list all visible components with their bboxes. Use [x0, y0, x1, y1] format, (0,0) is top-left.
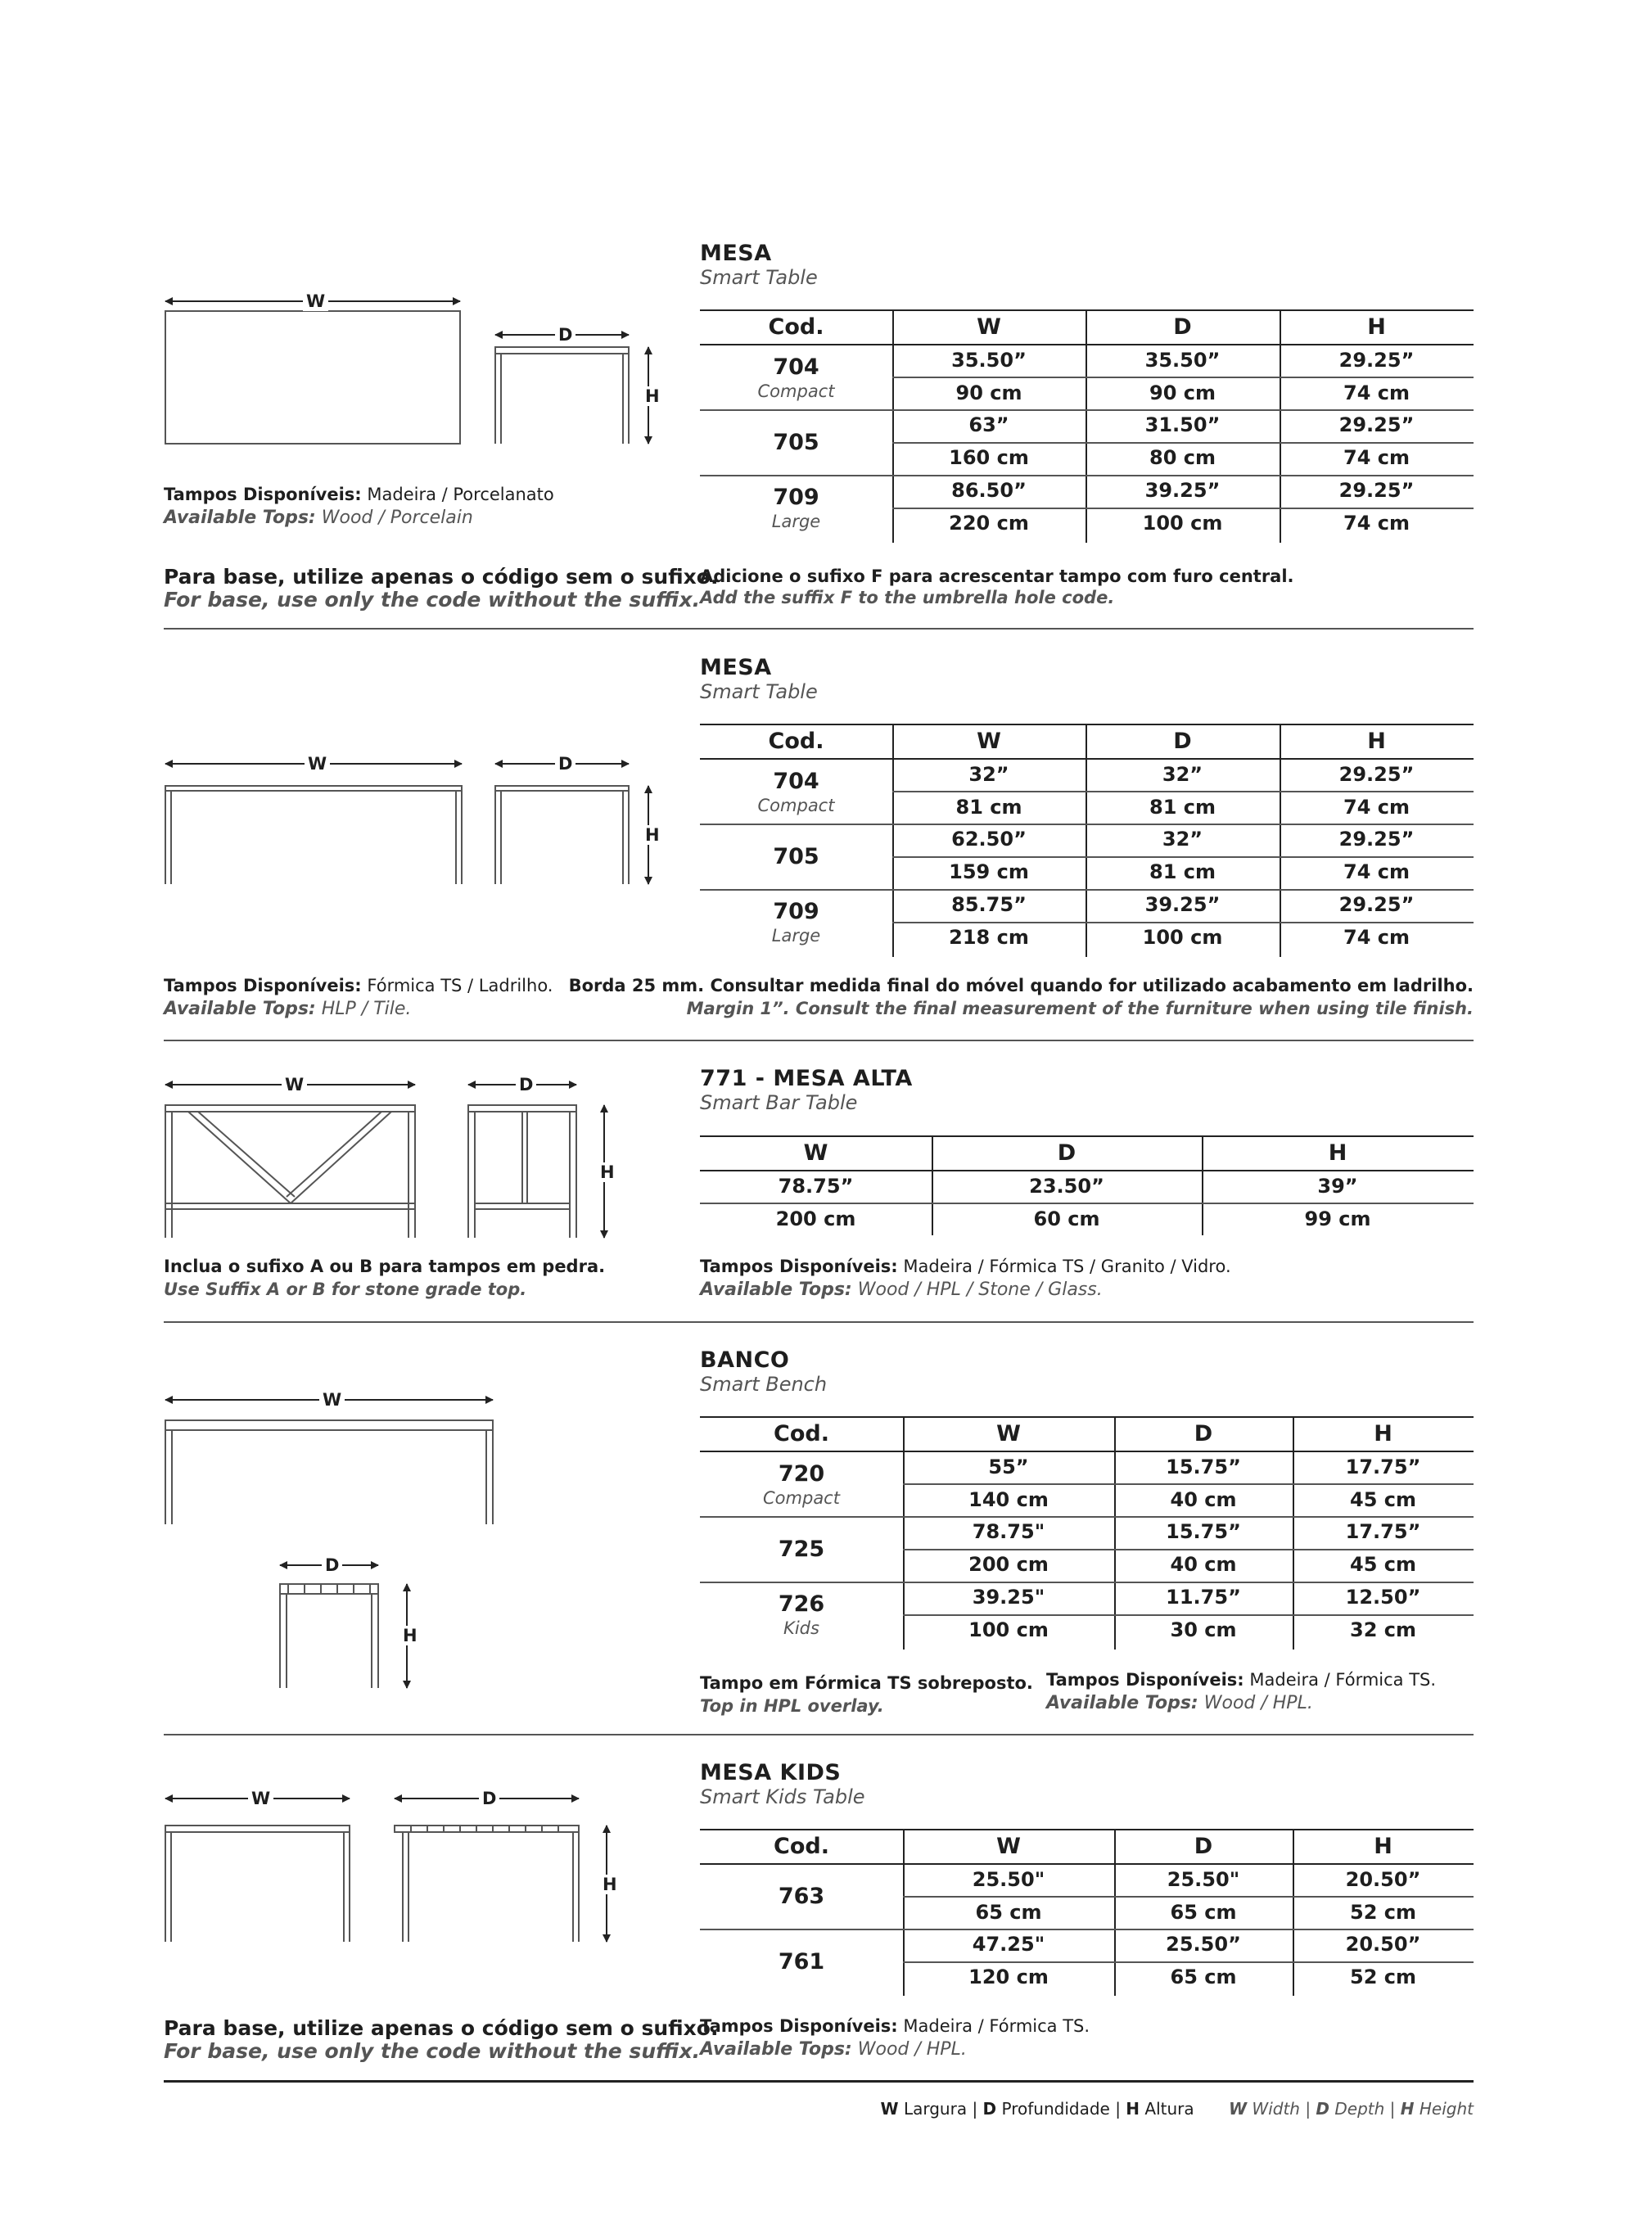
value-w-cm: 160 cm	[949, 446, 1029, 469]
product-code: 704	[773, 769, 819, 794]
value-d-in: 23.50”	[1029, 1175, 1104, 1198]
header-d: D	[1194, 1834, 1213, 1859]
overlay-note-en: Top in HPL overlay.	[700, 1696, 884, 1716]
dim-w-label: W	[319, 1390, 345, 1410]
dim-w-label: W	[303, 291, 328, 311]
value-h-cm: 74 cm	[1343, 446, 1410, 469]
dim-h-label: H	[645, 825, 660, 845]
value-w-cm: 159 cm	[949, 860, 1029, 883]
kids-table-front-view-drawing	[165, 1799, 350, 1942]
dimensions-table	[700, 1416, 1474, 1650]
header-h: H	[1367, 729, 1386, 754]
value-h-in: 39”	[1317, 1175, 1358, 1198]
value-w-cm: 120 cm	[968, 1966, 1049, 1988]
header-h: H	[1374, 1834, 1392, 1859]
dimensions-table	[700, 309, 1474, 543]
suffix-note-pt: Adicione o sufixo F para acrescentar tampo com furo central.	[700, 566, 1294, 586]
available-tops-en: Available Tops: Wood / HPL / Stone / Glass.	[700, 1280, 1103, 1300]
header-d: D	[1057, 1140, 1077, 1166]
header-h: H	[1328, 1140, 1347, 1166]
section-subtitle: Smart Kids Table	[700, 1785, 865, 1808]
value-h-cm: 74 cm	[1343, 926, 1410, 949]
available-tops-en: Available Tops: HLP / Tile.	[164, 999, 412, 1019]
product-code: 709	[773, 899, 819, 924]
value-h-cm: 74 cm	[1343, 796, 1410, 819]
dim-d-label: D	[322, 1555, 342, 1575]
value-w-in: 78.75”	[778, 1175, 854, 1198]
product-code: 720	[778, 1461, 825, 1487]
header-d: D	[1173, 314, 1192, 340]
header-d: D	[1173, 729, 1192, 754]
dim-d-label: D	[479, 1789, 499, 1808]
section-title: MESA KIDS	[700, 1760, 842, 1785]
value-d-cm: 40 cm	[1170, 1488, 1237, 1511]
header-h: H	[1374, 1421, 1392, 1446]
value-w-in: 63”	[968, 413, 1009, 436]
dimension-legend	[881, 2099, 1474, 2119]
product-note: Kids	[783, 1618, 819, 1638]
value-h-in: 29.25”	[1338, 763, 1415, 786]
section-title: BANCO	[700, 1347, 790, 1373]
value-h-in: 17.75”	[1345, 1456, 1421, 1478]
value-d-cm: 100 cm	[1142, 512, 1223, 535]
product-note: Compact	[763, 1488, 840, 1508]
value-w-cm: 65 cm	[975, 1901, 1042, 1924]
stone-suffix-en: Use Suffix A or B for stone grade top.	[164, 1280, 527, 1299]
value-d-cm: 65 cm	[1170, 1901, 1237, 1924]
value-d-cm: 81 cm	[1149, 796, 1216, 819]
header-h: H	[1367, 314, 1386, 340]
dimensions-table	[700, 724, 1474, 957]
value-h-cm: 74 cm	[1343, 381, 1410, 404]
value-w-cm: 90 cm	[955, 381, 1022, 404]
product-code: 763	[778, 1884, 825, 1909]
product-code: 705	[773, 844, 819, 869]
value-d-in: 39.25”	[1144, 893, 1221, 916]
value-d-in: 35.50”	[1144, 349, 1221, 372]
base-note-en: For base, use only the code without the suffix.	[164, 588, 701, 612]
available-tops-pt: Tampos Disponíveis: Madeira / Fórmica TS / Granito / Vidro.	[700, 1257, 1231, 1276]
smart-table-depth-view-drawing	[495, 764, 648, 884]
bench-side-view-drawing	[280, 1565, 407, 1688]
header-w: W	[996, 1421, 1021, 1446]
dim-h-label: H	[403, 1626, 418, 1645]
available-tops-en: Available Tops: Wood / HPL.	[1046, 1693, 1313, 1713]
value-w-in: 32”	[968, 763, 1009, 786]
value-h-cm: 74 cm	[1343, 512, 1410, 535]
section-divider	[164, 628, 1474, 630]
value-w-in: 35.50”	[951, 349, 1027, 372]
value-d-in: 15.75”	[1166, 1456, 1241, 1478]
value-h-in: 17.75”	[1345, 1520, 1421, 1543]
value-w-in: 86.50”	[951, 479, 1027, 502]
value-h-cm: 74 cm	[1343, 860, 1410, 883]
available-tops-pt: Tampos Disponíveis: Madeira / Fórmica TS.	[700, 2016, 1090, 2036]
value-h-cm: 45 cm	[1350, 1488, 1416, 1511]
tile-note-en: Margin 1”. Consult the final measurement of the furniture when using tile finish.	[686, 999, 1474, 1018]
dim-h-label: H	[645, 386, 660, 406]
product-code: 725	[778, 1537, 825, 1562]
smart-table-front-view-drawing	[165, 764, 462, 884]
available-tops-pt: Tampos Disponíveis: Fórmica TS / Ladrilho.	[164, 976, 553, 995]
value-h-in: 29.25”	[1338, 413, 1415, 436]
value-h-in: 29.25”	[1338, 349, 1415, 372]
legend-pt: W Largura | D Profundidade | H Altura	[880, 2099, 1194, 2119]
bench-front-view-drawing	[165, 1400, 493, 1524]
legend-en: W Width | D Depth | H Height	[1229, 2099, 1474, 2119]
value-h-cm: 52 cm	[1350, 1966, 1416, 1988]
stone-suffix-pt: Inclua o sufixo A ou B para tampos em pedra.	[164, 1257, 606, 1276]
product-note: Compact	[757, 381, 835, 401]
value-w-cm: 200 cm	[775, 1207, 856, 1230]
value-d-cm: 40 cm	[1170, 1553, 1237, 1576]
header-d: D	[1194, 1421, 1213, 1446]
value-w-cm: 100 cm	[968, 1618, 1049, 1641]
dim-d-label: D	[516, 1075, 536, 1094]
value-w-in: 78.75"	[972, 1520, 1045, 1543]
value-d-cm: 80 cm	[1149, 446, 1216, 469]
kids-table-side-view-drawing	[395, 1799, 607, 1942]
suffix-note-en: Add the suffix F to the umbrella hole code.	[700, 588, 1115, 607]
value-h-in: 12.50”	[1345, 1586, 1421, 1609]
header-w: W	[977, 729, 1001, 754]
product-code: 726	[778, 1591, 825, 1617]
section-subtitle: Smart Bench	[700, 1373, 828, 1396]
value-d-cm: 60 cm	[1033, 1207, 1100, 1230]
product-code: 761	[778, 1949, 825, 1975]
footer-rule	[164, 2080, 1474, 2083]
value-h-in: 20.50”	[1345, 1933, 1421, 1956]
smart-table-side-view-drawing	[495, 335, 648, 444]
section-title: 771 - MESA ALTA	[700, 1066, 913, 1091]
dim-w-label: W	[248, 1789, 273, 1808]
value-d-cm: 81 cm	[1149, 860, 1216, 883]
available-tops-en: Available Tops: Wood / HPL.	[700, 2039, 967, 2060]
value-d-cm: 30 cm	[1170, 1618, 1237, 1641]
value-d-in: 32”	[1162, 763, 1203, 786]
product-code: 704	[773, 354, 819, 380]
available-tops-pt: Tampos Disponíveis: Madeira / Porcelanato	[164, 485, 554, 504]
header-code: Cod.	[774, 1421, 829, 1446]
value-d-in: 32”	[1162, 828, 1203, 851]
section-title: MESA	[700, 241, 772, 266]
value-d-cm: 100 cm	[1142, 926, 1223, 949]
value-d-in: 25.50"	[1167, 1868, 1240, 1891]
bar-table-side-view-drawing	[468, 1085, 604, 1238]
dim-w-label: W	[282, 1075, 307, 1094]
value-w-in: 62.50”	[951, 828, 1027, 851]
tile-note-pt: Borda 25 mm. Consultar medida final do móvel quando for utilizado acabamento em ladrilho.	[568, 976, 1474, 995]
value-w-cm: 140 cm	[968, 1488, 1049, 1511]
value-h-cm: 52 cm	[1350, 1901, 1416, 1924]
value-d-in: 31.50”	[1144, 413, 1221, 436]
dimensions-table	[700, 1829, 1474, 1996]
product-note: Large	[771, 512, 821, 531]
value-w-in: 39.25"	[972, 1586, 1045, 1609]
product-note: Large	[771, 926, 821, 946]
value-w-cm: 200 cm	[968, 1553, 1049, 1576]
value-d-in: 39.25”	[1144, 479, 1221, 502]
section-divider	[164, 1040, 1474, 1041]
base-note-pt: Para base, utilize apenas o código sem o sufixo.	[164, 565, 719, 589]
value-h-in: 20.50”	[1345, 1868, 1421, 1891]
dim-w-label: W	[305, 754, 330, 774]
product-code: 705	[773, 430, 819, 455]
value-h-in: 29.25”	[1338, 479, 1415, 502]
smart-table-top-view-drawing	[165, 301, 460, 444]
dim-d-label: D	[555, 754, 575, 774]
product-code: 709	[773, 485, 819, 510]
value-w-in: 55”	[988, 1456, 1029, 1478]
section-divider	[164, 1321, 1474, 1323]
value-h-cm: 99 cm	[1304, 1207, 1371, 1230]
value-d-cm: 90 cm	[1149, 381, 1216, 404]
value-d-in: 25.50”	[1166, 1933, 1241, 1956]
value-w-cm: 220 cm	[949, 512, 1029, 535]
value-d-in: 11.75”	[1166, 1586, 1241, 1609]
value-w-cm: 81 cm	[955, 796, 1022, 819]
available-tops-en: Available Tops: Wood / Porcelain	[164, 508, 473, 528]
header-w: W	[996, 1834, 1021, 1859]
value-w-in: 85.75”	[951, 893, 1027, 916]
header-code: Cod.	[768, 729, 824, 754]
product-note: Compact	[757, 796, 835, 815]
section-divider	[164, 1734, 1474, 1735]
header-w: W	[977, 314, 1001, 340]
bar-table-front-view-drawing	[165, 1085, 415, 1238]
section-subtitle: Smart Table	[700, 680, 818, 703]
section-subtitle: Smart Table	[700, 266, 818, 289]
value-w-in: 25.50"	[972, 1868, 1045, 1891]
value-w-cm: 218 cm	[949, 926, 1029, 949]
dim-h-label: H	[603, 1875, 617, 1894]
section-subtitle: Smart Bar Table	[700, 1091, 858, 1114]
base-note-en: For base, use only the code without the suffix.	[164, 2039, 701, 2063]
value-d-in: 15.75”	[1166, 1520, 1241, 1543]
value-h-cm: 45 cm	[1350, 1553, 1416, 1576]
header-w: W	[803, 1140, 828, 1166]
available-tops-pt: Tampos Disponíveis: Madeira / Fórmica TS.	[1046, 1670, 1437, 1690]
value-h-cm: 32 cm	[1350, 1618, 1416, 1641]
section-title: MESA	[700, 655, 772, 680]
overlay-note-pt: Tampo em Fórmica TS sobreposto.	[700, 1673, 1033, 1693]
base-note-pt: Para base, utilize apenas o código sem o sufixo.	[164, 2016, 719, 2040]
header-code: Cod.	[774, 1834, 829, 1859]
header-code: Cod.	[768, 314, 824, 340]
value-w-in: 47.25"	[972, 1933, 1045, 1956]
dim-h-label: H	[600, 1162, 615, 1182]
dim-d-label: D	[555, 325, 575, 345]
value-h-in: 29.25”	[1338, 828, 1415, 851]
value-h-in: 29.25”	[1338, 893, 1415, 916]
dimensions-table	[700, 1135, 1474, 1235]
value-d-cm: 65 cm	[1170, 1966, 1237, 1988]
